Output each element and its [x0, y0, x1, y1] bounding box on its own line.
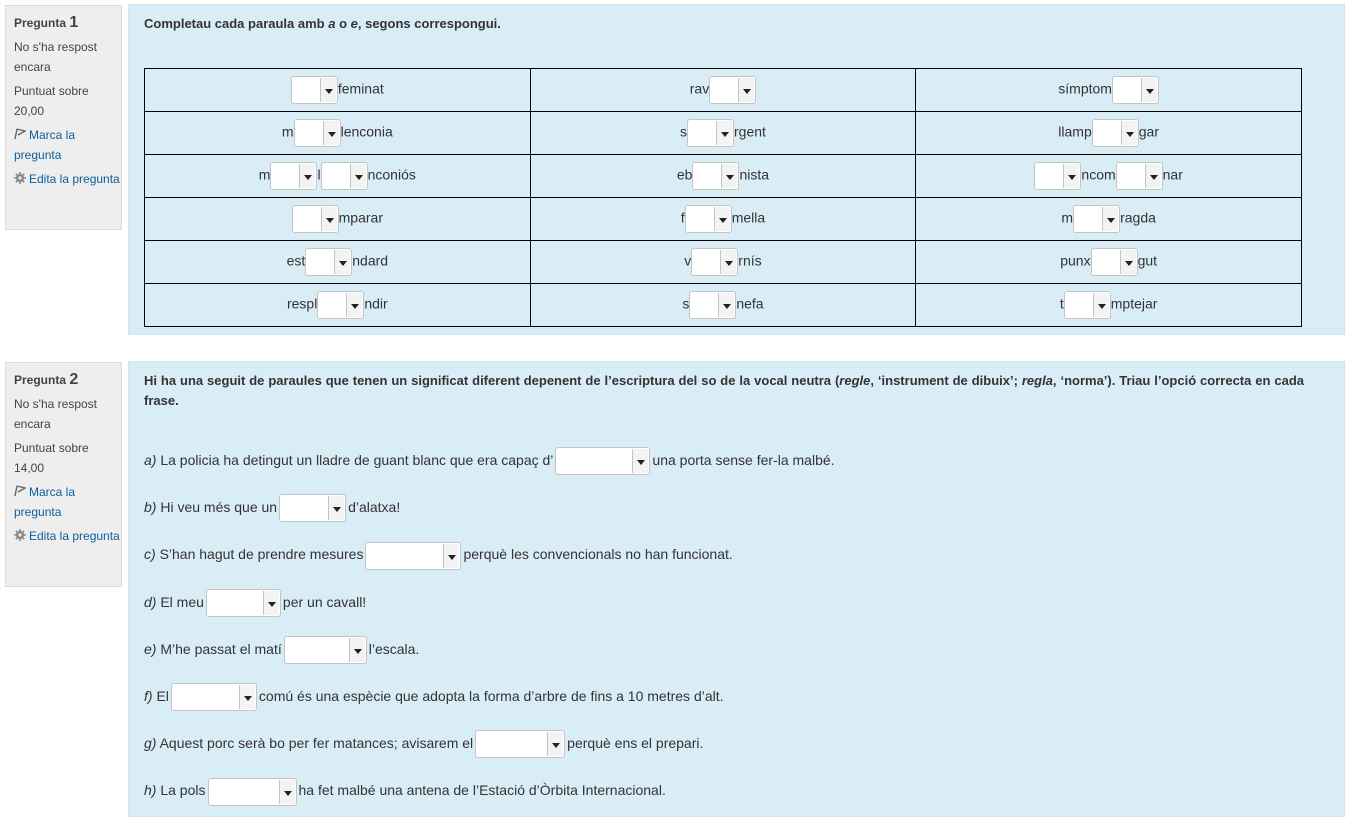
sentence-after: per un cavall!: [282, 593, 367, 610]
sentence-after: ha fet malbé una antena de l’Estació d’Òrbita Internacional.: [298, 782, 666, 799]
table-row: [145, 284, 1302, 327]
sentence-before: El meu: [160, 593, 204, 610]
word-cell: [145, 241, 531, 284]
word-fragment: símptom: [1058, 80, 1112, 97]
word-completion-table: [144, 68, 1302, 327]
word-fragment: eb: [676, 166, 693, 183]
chevron-down-icon: [718, 293, 734, 317]
vowel-select[interactable]: [1091, 248, 1138, 276]
word-fragment: ragda: [1120, 209, 1156, 226]
question-1-grade: Puntuat sobre 20,00: [14, 84, 89, 118]
word-fragment: m: [258, 166, 271, 183]
word-cell: [916, 198, 1302, 241]
word-fragment: nefa: [736, 295, 764, 312]
vowel-select[interactable]: [317, 291, 364, 319]
word-fragment: ndard: [352, 252, 389, 269]
chevron-down-icon: [323, 121, 339, 145]
word-fragment: rav: [689, 80, 710, 97]
chevron-down-icon: [349, 638, 365, 662]
word-cell: [916, 284, 1302, 327]
word-fragment: nista: [739, 166, 770, 183]
word-cell: [530, 155, 916, 198]
word-cell: [145, 69, 531, 112]
word-fragment: respl: [286, 295, 318, 312]
sentence-before: La pols: [160, 782, 206, 799]
chevron-down-icon: [1093, 293, 1109, 317]
sentence-item: [144, 775, 666, 805]
chevron-down-icon: [279, 780, 295, 804]
question-2-state: No s'ha respost encara: [14, 397, 97, 431]
sentence-item: [144, 728, 703, 758]
answer-select[interactable]: [555, 447, 650, 475]
answer-select[interactable]: [365, 542, 461, 570]
sentence-item: [144, 445, 835, 475]
chevron-down-icon: [328, 496, 344, 520]
answer-select[interactable]: [475, 730, 565, 758]
sentence-before: Aquest porc serà bo per fer matances; avisarem el: [159, 735, 474, 752]
answer-select[interactable]: [206, 589, 281, 617]
word-cell: [530, 69, 916, 112]
question-1-number: Pregunta 1: [14, 14, 79, 31]
word-fragment: feminat: [337, 80, 384, 97]
sentence-after: perquè les convencionals no han funcionat.: [463, 546, 733, 563]
chevron-down-icon: [1121, 121, 1137, 145]
vowel-select[interactable]: [692, 162, 739, 190]
chevron-down-icon: [321, 207, 337, 231]
chevron-down-icon: [263, 591, 279, 615]
table-row: [145, 155, 1302, 198]
answer-select[interactable]: [208, 778, 297, 806]
question-2-grade: Puntuat sobre 14,00: [14, 441, 89, 475]
word-fragment: s: [682, 295, 690, 312]
sentence-letter: e): [144, 640, 157, 657]
sentence-letter: h): [144, 782, 157, 799]
sentence-letter: g): [144, 735, 157, 752]
sentence-letter: d): [144, 593, 157, 610]
vowel-select[interactable]: [709, 76, 756, 104]
word-cell: [916, 241, 1302, 284]
sentence-before: El: [156, 688, 169, 704]
word-fragment: f: [680, 209, 685, 226]
question-1-content: [128, 4, 1345, 335]
word-fragment: m: [1061, 209, 1074, 226]
word-cell: [916, 155, 1302, 198]
word-fragment: m: [281, 123, 294, 140]
sentence-after: comú és una espècie que adopta la forma d’arbre de fins a 10 metres d’alt.: [258, 688, 724, 704]
word-cell: [530, 198, 916, 241]
sentence-before: S’han hagut de prendre mesures: [159, 546, 364, 563]
word-cell: [916, 112, 1302, 155]
edit-question-link[interactable]: Edita la pregunta: [29, 172, 120, 186]
gear-icon: [14, 529, 26, 541]
flag-icon: [14, 485, 26, 497]
word-fragment: gar: [1138, 123, 1159, 140]
word-fragment: ndir: [364, 295, 388, 312]
vowel-select[interactable]: [1116, 162, 1163, 190]
vowel-select[interactable]: [1064, 291, 1111, 319]
vowel-select[interactable]: [291, 76, 338, 104]
word-cell: [530, 284, 916, 327]
vowel-select[interactable]: [1092, 119, 1139, 147]
chevron-down-icon: [346, 293, 362, 317]
word-cell: [145, 198, 531, 241]
question-1-edit[interactable]: [14, 169, 121, 189]
answer-select[interactable]: [171, 683, 257, 711]
word-fragment: est: [286, 252, 306, 269]
answer-select[interactable]: [279, 494, 346, 522]
sentence-after: una porta sense fer-la malbé.: [652, 452, 835, 468]
word-fragment: rnís: [738, 252, 762, 269]
vowel-select[interactable]: [305, 248, 352, 276]
chevron-down-icon: [632, 449, 648, 473]
chevron-down-icon: [716, 121, 732, 145]
table-row: [145, 112, 1302, 155]
vowel-select[interactable]: [1034, 162, 1081, 190]
flag-icon: [14, 128, 26, 140]
sentence-item: [144, 634, 419, 664]
chevron-down-icon: [350, 164, 366, 188]
chevron-down-icon: [1102, 207, 1118, 231]
question-1-instruction: Completau cada paraula amb a o e, segons correspongui.: [144, 16, 501, 31]
question-2-flag[interactable]: [14, 482, 121, 522]
edit-question-link[interactable]: Edita la pregunta: [29, 529, 120, 543]
vowel-select[interactable]: [292, 205, 339, 233]
word-fragment: mptejar: [1110, 295, 1158, 312]
sentence-letter: c): [144, 546, 156, 563]
chevron-down-icon: [738, 78, 754, 102]
chevron-down-icon: [547, 732, 563, 756]
question-1-info: [5, 5, 122, 230]
flag-question-link[interactable]: Marca la pregunta: [14, 485, 76, 519]
chevron-down-icon: [1141, 78, 1157, 102]
sentence-item: [144, 681, 724, 711]
vowel-select[interactable]: [691, 248, 738, 276]
vowel-select[interactable]: [1112, 76, 1159, 104]
chevron-down-icon: [714, 207, 730, 231]
chevron-down-icon: [1063, 164, 1079, 188]
sentence-letter: a): [144, 452, 157, 468]
sentence-item: [144, 492, 400, 522]
sentence-letter: f): [144, 688, 153, 704]
word-fragment: t: [1059, 295, 1064, 312]
word-fragment: mparar: [338, 209, 383, 226]
word-cell: [530, 241, 916, 284]
word-fragment: mella: [731, 209, 766, 226]
vowel-select[interactable]: [687, 119, 734, 147]
vowel-select[interactable]: [685, 205, 732, 233]
chevron-down-icon: [720, 250, 736, 274]
vowel-select[interactable]: [1073, 205, 1120, 233]
vowel-select[interactable]: [270, 162, 317, 190]
word-fragment: lenconia: [340, 123, 393, 140]
word-fragment: rgent: [734, 123, 766, 140]
word-fragment: punx: [1060, 252, 1091, 269]
word-fragment: nconiós: [367, 166, 416, 183]
chevron-down-icon: [239, 685, 255, 709]
question-2-number: Pregunta 2: [14, 371, 79, 388]
question-1-state: No s'ha respost encara: [14, 40, 97, 74]
chevron-down-icon: [443, 544, 459, 568]
question-2-edit[interactable]: [14, 526, 121, 546]
word-fragment: gut: [1137, 252, 1158, 269]
word-fragment: s: [680, 123, 688, 140]
table-row: [145, 198, 1302, 241]
chevron-down-icon: [320, 78, 336, 102]
chevron-down-icon: [721, 164, 737, 188]
table-row: [145, 241, 1302, 284]
sentence-item: [144, 539, 733, 569]
question-1-flag[interactable]: [14, 125, 121, 165]
sentence-before: M’he passat el matí: [160, 640, 282, 657]
word-fragment: nar: [1162, 166, 1183, 183]
sentence-before: La policia ha detingut un lladre de guant blanc que era capaç d’: [160, 452, 554, 468]
word-cell: [916, 69, 1302, 112]
sentence-before: Hi veu més que un: [160, 499, 278, 516]
question-2-info: [5, 362, 122, 587]
word-cell: [145, 112, 531, 155]
word-fragment: llamp: [1058, 123, 1092, 140]
word-cell: [530, 112, 916, 155]
word-cell: [145, 155, 531, 198]
question-2-content: [128, 361, 1345, 817]
chevron-down-icon: [1145, 164, 1161, 188]
word-fragment: ncom: [1081, 166, 1116, 183]
sentence-after: d’alatxa!: [348, 499, 401, 516]
sentence-after: l’escala.: [368, 640, 420, 657]
vowel-select[interactable]: [294, 119, 341, 147]
sentence-after: perquè ens el prepari.: [567, 735, 704, 752]
flag-question-link[interactable]: Marca la pregunta: [14, 128, 76, 162]
word-fragment: v: [684, 252, 692, 269]
chevron-down-icon: [334, 250, 350, 274]
sentence-item: [144, 587, 366, 617]
table-row: [145, 69, 1302, 112]
vowel-select[interactable]: [689, 291, 736, 319]
chevron-down-icon: [299, 164, 315, 188]
sentence-letter: b): [144, 499, 157, 516]
word-cell: [145, 284, 531, 327]
vowel-select[interactable]: [321, 162, 368, 190]
gear-icon: [14, 172, 26, 184]
chevron-down-icon: [1120, 250, 1136, 274]
question-2-intro: Hi ha una seguit de paraules que tenen un significat diferent depenent de l’escriptura del so de la vocal neutra (regle, ‘instrument de dibuix’; regla, ‘norma’). Triau l’opció correcta en cada frase.: [144, 373, 1305, 408]
word-fragment: l: [317, 166, 321, 183]
answer-select[interactable]: [284, 636, 367, 664]
